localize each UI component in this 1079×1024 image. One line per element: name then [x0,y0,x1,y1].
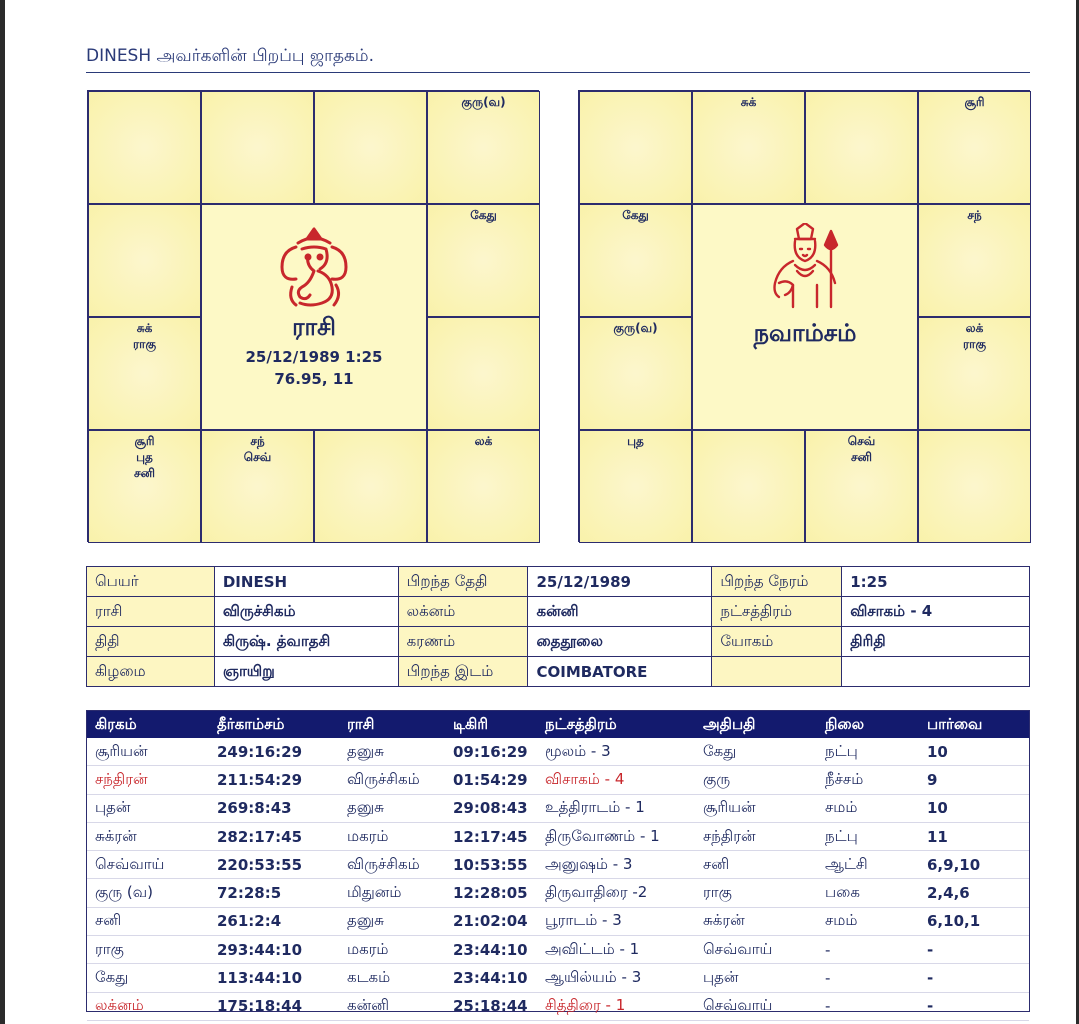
navamsa-house-r4c4 [918,430,1031,543]
rasi-house-r3c1 [88,317,201,430]
detail-label: லக்னம் [398,597,528,627]
planet-row [87,907,1029,935]
rasi-planet-label: ராகு [132,337,157,351]
planets-column-header: பார்வை [919,711,1029,738]
planet-cell: - [919,992,1029,1020]
rasi-birth-datetime: 25/12/1989 1:25 [245,348,383,366]
planet-cell: பூராடம் - 3 [537,907,695,935]
rasi-house-r2c1 [88,204,201,317]
planet-cell: செவ்வாய் [695,992,817,1020]
planet-cell: சமம் [817,907,919,935]
planet-cell: மகரம் [339,822,445,850]
detail-value: விசாகம் - 4 [842,597,1030,627]
planet-cell: நட்பு [817,738,919,766]
navamsa-house-r1c2 [692,91,805,204]
planet-cell: சூரியன் [87,738,209,766]
planets-column-header: கிரகம் [87,711,209,738]
planet-cell: திருவோணம் - 1 [537,822,695,850]
ganesha-icon [274,225,354,311]
rasi-chart-center [201,204,427,430]
navamsa-planet-label: ராகு [962,337,987,351]
navamsa-house-r2c4 [918,204,1031,317]
detail-value: 1:25 [842,567,1030,597]
planet-cell: சுக்ரன் [87,822,209,850]
rasi-planet-label: சந் [250,434,265,448]
murugan-icon [765,223,845,309]
planet-cell: சூரியன் [695,794,817,822]
rasi-chart [87,90,539,542]
planet-cell: கன்னி [339,992,445,1020]
planets-column-header: டிகிரி [445,711,537,738]
detail-value: கிருஷ். த்வாதசி [214,627,398,657]
detail-label: பிறந்த தேதி [398,567,528,597]
rasi-planet-label: சூரி [134,434,155,448]
rasi-house-r4c4 [427,430,540,543]
rasi-house-r4c2 [201,430,314,543]
planet-cell: - [817,992,919,1020]
detail-label: கரணம் [398,627,528,657]
detail-value: COIMBATORE [528,657,712,687]
planet-cell: ஆட்சி [817,851,919,879]
detail-value: கன்னி [528,597,712,627]
navamsa-house-r1c1 [579,91,692,204]
planet-cell: 12:17:45 [445,822,537,850]
navamsa-planet-label: செவ் [847,434,876,448]
planet-cell: உத்திராடம் - 1 [537,794,695,822]
detail-label: யோகம் [712,627,842,657]
navamsa-planet-label: கேது [622,208,649,222]
detail-label: பிறந்த இடம் [398,657,528,687]
navamsa-planet-label: புத [627,434,644,448]
navamsa-house-r2c1 [579,204,692,317]
navamsa-house-r3c4 [918,317,1031,430]
rasi-house-r4c3 [314,430,427,543]
planet-cell: 10 [919,794,1029,822]
detail-value: ஞாயிறு [214,657,398,687]
detail-label: ராசி [87,597,215,627]
planet-cell: புதன் [87,794,209,822]
planet-cell: அனுஷம் - 3 [537,851,695,879]
details-row [87,657,1030,687]
planet-cell: ராகு [695,879,817,907]
rasi-planet-label: சனி [134,466,155,480]
rasi-planet-label: கேது [470,208,497,222]
planet-cell: சுக்ரன் [695,907,817,935]
navamsa-planet-label: சனி [851,450,872,464]
planet-cell: ஆயில்யம் - 3 [537,964,695,992]
navamsa-chart [578,90,1030,542]
planets-column-header: அதிபதி [695,711,817,738]
planet-cell: 23:44:10 [445,936,537,964]
planet-cell: 6,10,1 [919,907,1029,935]
planet-cell: மிதுனம் [339,879,445,907]
planet-cell: 21:02:04 [445,907,537,935]
planet-cell: ராகு [87,936,209,964]
rasi-house-r2c4 [427,204,540,317]
detail-value: விருச்சிகம் [214,597,398,627]
planet-cell: தனுசு [339,738,445,766]
planet-cell: நட்பு [817,822,919,850]
planet-row [87,992,1029,1020]
navamsa-planet-label: குரு(வ) [613,321,658,335]
planet-cell: சமம் [817,794,919,822]
planet-cell: விருச்சிகம் [339,766,445,794]
planet-cell: குரு (வ) [87,879,209,907]
planet-cell: விசாகம் - 4 [537,766,695,794]
planet-cell: தனுசு [339,794,445,822]
planet-row [87,936,1029,964]
planets-table-container [86,710,1030,1016]
planet-cell: கேது [87,964,209,992]
planet-cell: 72:28:5 [209,879,339,907]
planet-cell: 113:44:10 [209,964,339,992]
planet-cell: பகை [817,879,919,907]
rasi-house-r1c4 [427,91,540,204]
planet-cell: திருவாதிரை -2 [537,879,695,907]
planet-cell: மூலம் - 3 [537,738,695,766]
planet-cell: 220:53:55 [209,851,339,879]
planet-cell: 10 [919,738,1029,766]
planet-cell: சனி [695,851,817,879]
rasi-house-r3c4 [427,317,540,430]
navamsa-planet-label: சந் [967,208,982,222]
planet-cell: 249:16:29 [209,738,339,766]
planet-cell: 12:28:05 [445,879,537,907]
planet-cell: 175:18:44 [209,992,339,1020]
planet-cell: 01:54:29 [445,766,537,794]
rasi-house-r1c1 [88,91,201,204]
planet-cell: 11 [919,822,1029,850]
planet-cell: - [919,964,1029,992]
planet-cell: சந்திரன் [695,822,817,850]
planet-cell: செவ்வாய் [87,851,209,879]
planet-cell: 211:54:29 [209,766,339,794]
navamsa-planet-label: சூரி [964,95,985,109]
detail-value: DINESH [214,567,398,597]
planet-cell: மகரம் [339,936,445,964]
navamsa-house-r3c1 [579,317,692,430]
rasi-planet-label: சுக் [136,321,153,335]
detail-label [712,657,842,687]
planet-cell: கடகம் [339,964,445,992]
planet-cell: அவிட்டம் - 1 [537,936,695,964]
navamsa-house-r4c1 [579,430,692,543]
detail-label: பெயர் [87,567,215,597]
planet-cell: - [817,936,919,964]
detail-label: கிழமை [87,657,215,687]
detail-value: தைதூலை [528,627,712,657]
window-frame-left [0,0,5,1024]
planet-cell: - [919,936,1029,964]
planet-cell: 269:8:43 [209,794,339,822]
planet-cell: சித்திரை - 1 [537,992,695,1020]
planet-cell: புதன் [695,964,817,992]
planets-column-header: ராசி [339,711,445,738]
planets-column-header: நட்சத்திரம் [537,711,695,738]
planet-cell: 2,4,6 [919,879,1029,907]
planet-cell: 261:2:4 [209,907,339,935]
navamsa-planet-label: சுக் [740,95,757,109]
planet-cell: நீச்சம் [817,766,919,794]
planet-row [87,879,1029,907]
planets-table [87,711,1029,1021]
rasi-title: ராசி [292,313,336,341]
planet-cell: லக்னம் [87,992,209,1020]
planet-cell: 23:44:10 [445,964,537,992]
planet-row [87,766,1029,794]
navamsa-house-r1c3 [805,91,918,204]
rasi-planet-label: குரு(வ) [461,95,506,109]
planet-row [87,738,1029,766]
planet-cell: செவ்வாய் [695,936,817,964]
planet-cell: குரு [695,766,817,794]
detail-label: பிறந்த நேரம் [712,567,842,597]
detail-value: திரிதி [842,627,1030,657]
planet-cell: 09:16:29 [445,738,537,766]
planet-cell: கேது [695,738,817,766]
navamsa-house-r1c4 [918,91,1031,204]
planet-cell: சந்திரன் [87,766,209,794]
page-title: DINESH அவர்களின் பிறப்பு ஜாதகம். [86,46,1030,73]
planet-cell: 29:08:43 [445,794,537,822]
navamsa-house-r4c3 [805,430,918,543]
rasi-planet-label: செவ் [243,450,272,464]
rasi-house-r1c2 [201,91,314,204]
birth-details-table [86,566,1030,687]
rasi-coordinates: 76.95, 11 [274,370,354,388]
rasi-planet-label: புத [136,450,153,464]
details-row [87,597,1030,627]
rasi-house-r4c1 [88,430,201,543]
planet-cell: 293:44:10 [209,936,339,964]
planet-cell: - [817,964,919,992]
planet-row [87,822,1029,850]
planet-row [87,851,1029,879]
planet-cell: 282:17:45 [209,822,339,850]
detail-value: 25/12/1989 [528,567,712,597]
planet-cell: 9 [919,766,1029,794]
planet-cell: 6,9,10 [919,851,1029,879]
planets-column-header: தீர்காம்சம் [209,711,339,738]
planet-row [87,964,1029,992]
planet-cell: விருச்சிகம் [339,851,445,879]
planet-cell: 25:18:44 [445,992,537,1020]
detail-value [842,657,1030,687]
planet-row [87,794,1029,822]
planet-cell: சனி [87,907,209,935]
navamsa-chart-center [692,204,918,430]
navamsa-title: நவாம்சம் [753,319,857,347]
details-row [87,627,1030,657]
rasi-planet-label: லக் [474,434,493,448]
details-row [87,567,1030,597]
navamsa-house-r4c2 [692,430,805,543]
detail-label: நட்சத்திரம் [712,597,842,627]
rasi-house-r1c3 [314,91,427,204]
detail-label: திதி [87,627,215,657]
planet-cell: தனுசு [339,907,445,935]
navamsa-planet-label: லக் [965,321,984,335]
planets-column-header: நிலை [817,711,919,738]
planet-cell: 10:53:55 [445,851,537,879]
